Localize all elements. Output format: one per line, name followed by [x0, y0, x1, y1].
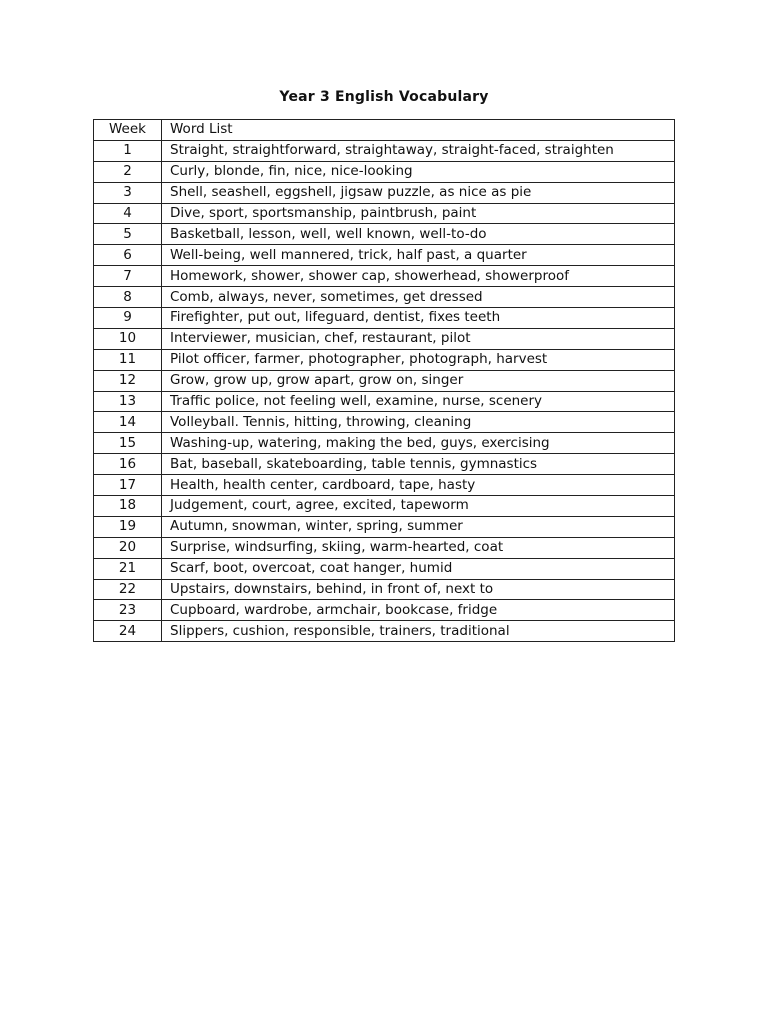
- week-number-cell: 6: [94, 245, 162, 266]
- table-row: [94, 287, 675, 308]
- week-number-cell: 17: [94, 475, 162, 496]
- column-header-week: Week: [94, 120, 162, 141]
- week-number-cell: 23: [94, 600, 162, 621]
- word-list-cell: Homework, shower, shower cap, showerhead, showerproof: [162, 266, 675, 287]
- week-number-cell: 3: [94, 182, 162, 203]
- table-row: [94, 245, 675, 266]
- table-row: [94, 328, 675, 349]
- word-list-cell: Autumn, snowman, winter, spring, summer: [162, 516, 675, 537]
- week-number-cell: 7: [94, 266, 162, 287]
- word-list-cell: Interviewer, musician, chef, restaurant, pilot: [162, 328, 675, 349]
- week-number-cell: 13: [94, 391, 162, 412]
- word-list-cell: Well-being, well mannered, trick, half past, a quarter: [162, 245, 675, 266]
- table-row: [94, 600, 675, 621]
- table-row: [94, 370, 675, 391]
- word-list-cell: Shell, seashell, eggshell, jigsaw puzzle, as nice as pie: [162, 182, 675, 203]
- table-row: [94, 140, 675, 161]
- week-number-cell: 12: [94, 370, 162, 391]
- week-number-cell: 24: [94, 621, 162, 642]
- word-list-cell: Surprise, windsurfing, skiing, warm-hearted, coat: [162, 537, 675, 558]
- table-row: [94, 308, 675, 329]
- word-list-cell: Washing-up, watering, making the bed, guys, exercising: [162, 433, 675, 454]
- table-row: [94, 496, 675, 517]
- word-list-cell: Basketball, lesson, well, well known, well-to-do: [162, 224, 675, 245]
- word-list-cell: Pilot officer, farmer, photographer, photograph, harvest: [162, 349, 675, 370]
- table-row: [94, 224, 675, 245]
- table-row: [94, 579, 675, 600]
- word-list-cell: Traffic police, not feeling well, examine, nurse, scenery: [162, 391, 675, 412]
- page-title: Year 3 English Vocabulary: [279, 89, 489, 105]
- week-number-cell: 8: [94, 287, 162, 308]
- week-number-cell: 5: [94, 224, 162, 245]
- week-number-cell: 4: [94, 203, 162, 224]
- word-list-cell: Volleyball. Tennis, hitting, throwing, cleaning: [162, 412, 675, 433]
- table-row: [94, 475, 675, 496]
- word-list-cell: Firefighter, put out, lifeguard, dentist, fixes teeth: [162, 308, 675, 329]
- week-number-cell: 9: [94, 308, 162, 329]
- table-header-row: [94, 120, 675, 141]
- table-row: [94, 621, 675, 642]
- table-row: [94, 266, 675, 287]
- table-row: [94, 182, 675, 203]
- table-body: [94, 140, 675, 641]
- word-list-cell: Upstairs, downstairs, behind, in front of, next to: [162, 579, 675, 600]
- week-number-cell: 1: [94, 140, 162, 161]
- week-number-cell: 15: [94, 433, 162, 454]
- word-list-cell: Scarf, boot, overcoat, coat hanger, humid: [162, 558, 675, 579]
- table-row: [94, 412, 675, 433]
- column-header-word-list: Word List: [162, 120, 675, 141]
- word-list-cell: Straight, straightforward, straightaway, straight-faced, straighten: [162, 140, 675, 161]
- vocabulary-table: [93, 119, 675, 642]
- word-list-cell: Comb, always, never, sometimes, get dressed: [162, 287, 675, 308]
- word-list-cell: Judgement, court, agree, excited, tapeworm: [162, 496, 675, 517]
- table-row: [94, 558, 675, 579]
- word-list-cell: Health, health center, cardboard, tape, hasty: [162, 475, 675, 496]
- table-row: [94, 161, 675, 182]
- word-list-cell: Dive, sport, sportsmanship, paintbrush, paint: [162, 203, 675, 224]
- week-number-cell: 16: [94, 454, 162, 475]
- week-number-cell: 21: [94, 558, 162, 579]
- table-row: [94, 391, 675, 412]
- week-number-cell: 20: [94, 537, 162, 558]
- word-list-cell: Cupboard, wardrobe, armchair, bookcase, fridge: [162, 600, 675, 621]
- table-row: [94, 454, 675, 475]
- week-number-cell: 2: [94, 161, 162, 182]
- word-list-cell: Bat, baseball, skateboarding, table tennis, gymnastics: [162, 454, 675, 475]
- table-row: [94, 203, 675, 224]
- table-row: [94, 516, 675, 537]
- word-list-cell: Slippers, cushion, responsible, trainers, traditional: [162, 621, 675, 642]
- week-number-cell: 14: [94, 412, 162, 433]
- table-row: [94, 433, 675, 454]
- week-number-cell: 19: [94, 516, 162, 537]
- week-number-cell: 22: [94, 579, 162, 600]
- word-list-cell: Curly, blonde, fin, nice, nice-looking: [162, 161, 675, 182]
- table-row: [94, 349, 675, 370]
- week-number-cell: 11: [94, 349, 162, 370]
- week-number-cell: 10: [94, 328, 162, 349]
- week-number-cell: 18: [94, 496, 162, 517]
- table-row: [94, 537, 675, 558]
- word-list-cell: Grow, grow up, grow apart, grow on, singer: [162, 370, 675, 391]
